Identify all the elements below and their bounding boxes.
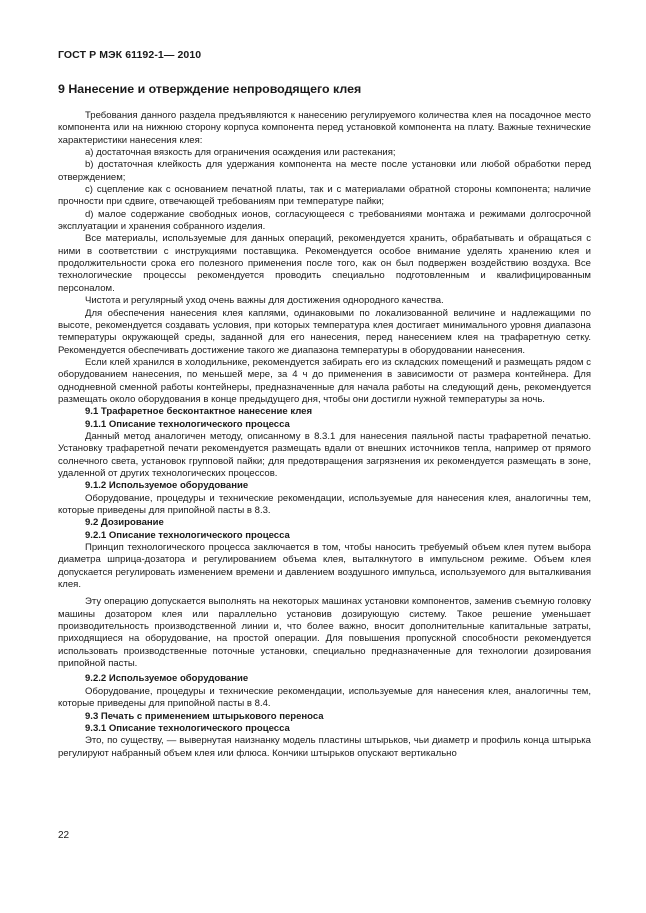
subsection-heading-9-1-1: 9.1.1 Описание технологического процесса: [85, 418, 290, 430]
subsection-heading-9-1: 9.1 Трафаретное бесконтактное нанесение клея: [85, 406, 313, 418]
paragraph-cleanliness: Чистота и регулярный уход очень важны для достижения однородного качества.: [85, 295, 444, 307]
paragraph-9-1-1: Данный метод аналогичен методу, описанному в 8.3.1 для нанесения паяльной пасты трафаретной печатью. Установку трафаретной печати рекомендуется размещать вдали от внешних источников тепла, например от прямого солнечного света, установок групповой пайки; для предотвращения загрязнения их рекомендуется размещать в зоне, удаленной от других технологических процессов.: [58, 430, 591, 479]
paragraph-9-2-1-principle: Принцип технологического процесса заключается в том, чтобы наносить требуемый объем клея путем выбора диаметра шприца-дозатора и регулированием объема клея, выталкнутого в импульсном режиме. Объем клея допускается регулировать изменением времени и давлением воздушного импульса, используемого для выталкивания клея.: [58, 542, 591, 591]
document-header: ГОСТ Р МЭК 61192-1— 2010: [58, 49, 202, 61]
section-title: 9 Нанесение и отверждение непроводящего клея: [58, 82, 362, 96]
list-item-c: c) сцепление как с основанием печатной платы, так и с материалами обратной стороны компонента; наличие прочности при сдвиге, отвечающей требованиям при температуре пайки;: [58, 184, 591, 208]
subsection-heading-9-3: 9.3 Печать с применением штырькового переноса: [85, 710, 324, 722]
paragraph-intro: Требования данного раздела предъявляются к нанесению регулируемого количества клея на посадочное место компонента или на нижнюю сторону корпуса компонента перед установкой компонента на плату. Важные технические характеристики нанесения клея:: [58, 110, 591, 146]
subsection-heading-9-2-1: 9.2.1 Описание технологического процесса: [85, 529, 290, 541]
paragraph-temperature: Для обеспечения нанесения клея каплями, одинаковыми по локализованной величине и надлежащими по высоте, рекомендуется создавать условия, при которых температура клея достигает минимального уровня диапазона температуры окружающей среды, заданной для его нанесения, перед нанесением клея на трафаретную сетку. Рекомендуется обеспечивать достижение такого же диапазона температуры в оборудовании нанесения.: [58, 307, 591, 356]
paragraph-9-1-2: Оборудование, процедуры и технические рекомендации, используемые для нанесения клея, аналогичны тем, которые приведены для припойной пасты в 8.3.: [58, 492, 591, 516]
paragraph-refrigerator: Если клей хранился в холодильнике, рекомендуется забирать его из складских помещений и размещать рядом с оборудованием нанесения, по меньшей мере, за 4 ч до применения в зависимости от размера контейнера. Для однодневной сменной работы контейнеры, предназначенные для начала работы на следующий день, рекомендуется размещать около оборудования в конце предыдущего дня, чтобы они достигли нужной температуры за ночь.: [58, 356, 591, 405]
list-item-b: b) достаточная клейкость для удержания компонента на месте после установки или любой обработки перед отверждением;: [58, 159, 591, 183]
list-item-a: а) достаточная вязкость для ограничения осаждения или растекания;: [85, 147, 396, 159]
subsection-heading-9-2: 9.2 Дозирование: [85, 517, 164, 529]
page-number: 22: [58, 830, 70, 841]
paragraph-9-2-2: Оборудование, процедуры и технические рекомендации, используемые для нанесения клея, аналогичны тем, которые приведены для припойной пасты в 8.4.: [58, 685, 591, 710]
paragraph-9-2-1-operation: Эту операцию допускается выполнять на некоторых машинах установки компонентов, заменив съемную головку машины дозатором клея или параллельно установив дозирующую систему. Такое решение уменьшает производительность производственной линии и, что более важно, вносит дополнительные капитальные затраты, приходящиеся на оборудование, на простой операции. Для повышения пропускной способности рекомендуется использовать производственные поточные установки, специально предназначенные для технологии дозирования припойной пасты.: [58, 596, 591, 670]
subsection-heading-9-3-1: 9.3.1 Описание технологического процесса: [85, 722, 290, 734]
subsection-heading-9-1-2: 9.1.2 Используемое оборудование: [85, 480, 249, 492]
paragraph-materials: Все материалы, используемые для данных операций, рекомендуется хранить, обрабатывать и обращаться с ними в соответствии с инструкциями поставщика. Рекомендуется особое внимание уделять хранению клея и продолжительности срока его полезного применения после того, как он был подвержен воздействию воздуха. Все технологические процессы рекомендуется проводить специально подготовленным и квалифицированным персоналом.: [58, 233, 591, 294]
subsection-heading-9-2-2: 9.2.2 Используемое оборудование: [85, 673, 249, 685]
list-item-d: d) малое содержание свободных ионов, согласующееся с требованиями монтажа и режимами долгосрочной эксплуатации и хранения собранного изделия.: [58, 208, 591, 233]
document-body: [58, 110, 591, 760]
paragraph-9-3-1: Это, по существу, — вывернутая наизнанку модель пластины штырьков, чьи диаметр и профиль конца штырька регулируют набранный объем клея или флюса. Кончики штырьков опускают вертикально: [58, 735, 591, 759]
